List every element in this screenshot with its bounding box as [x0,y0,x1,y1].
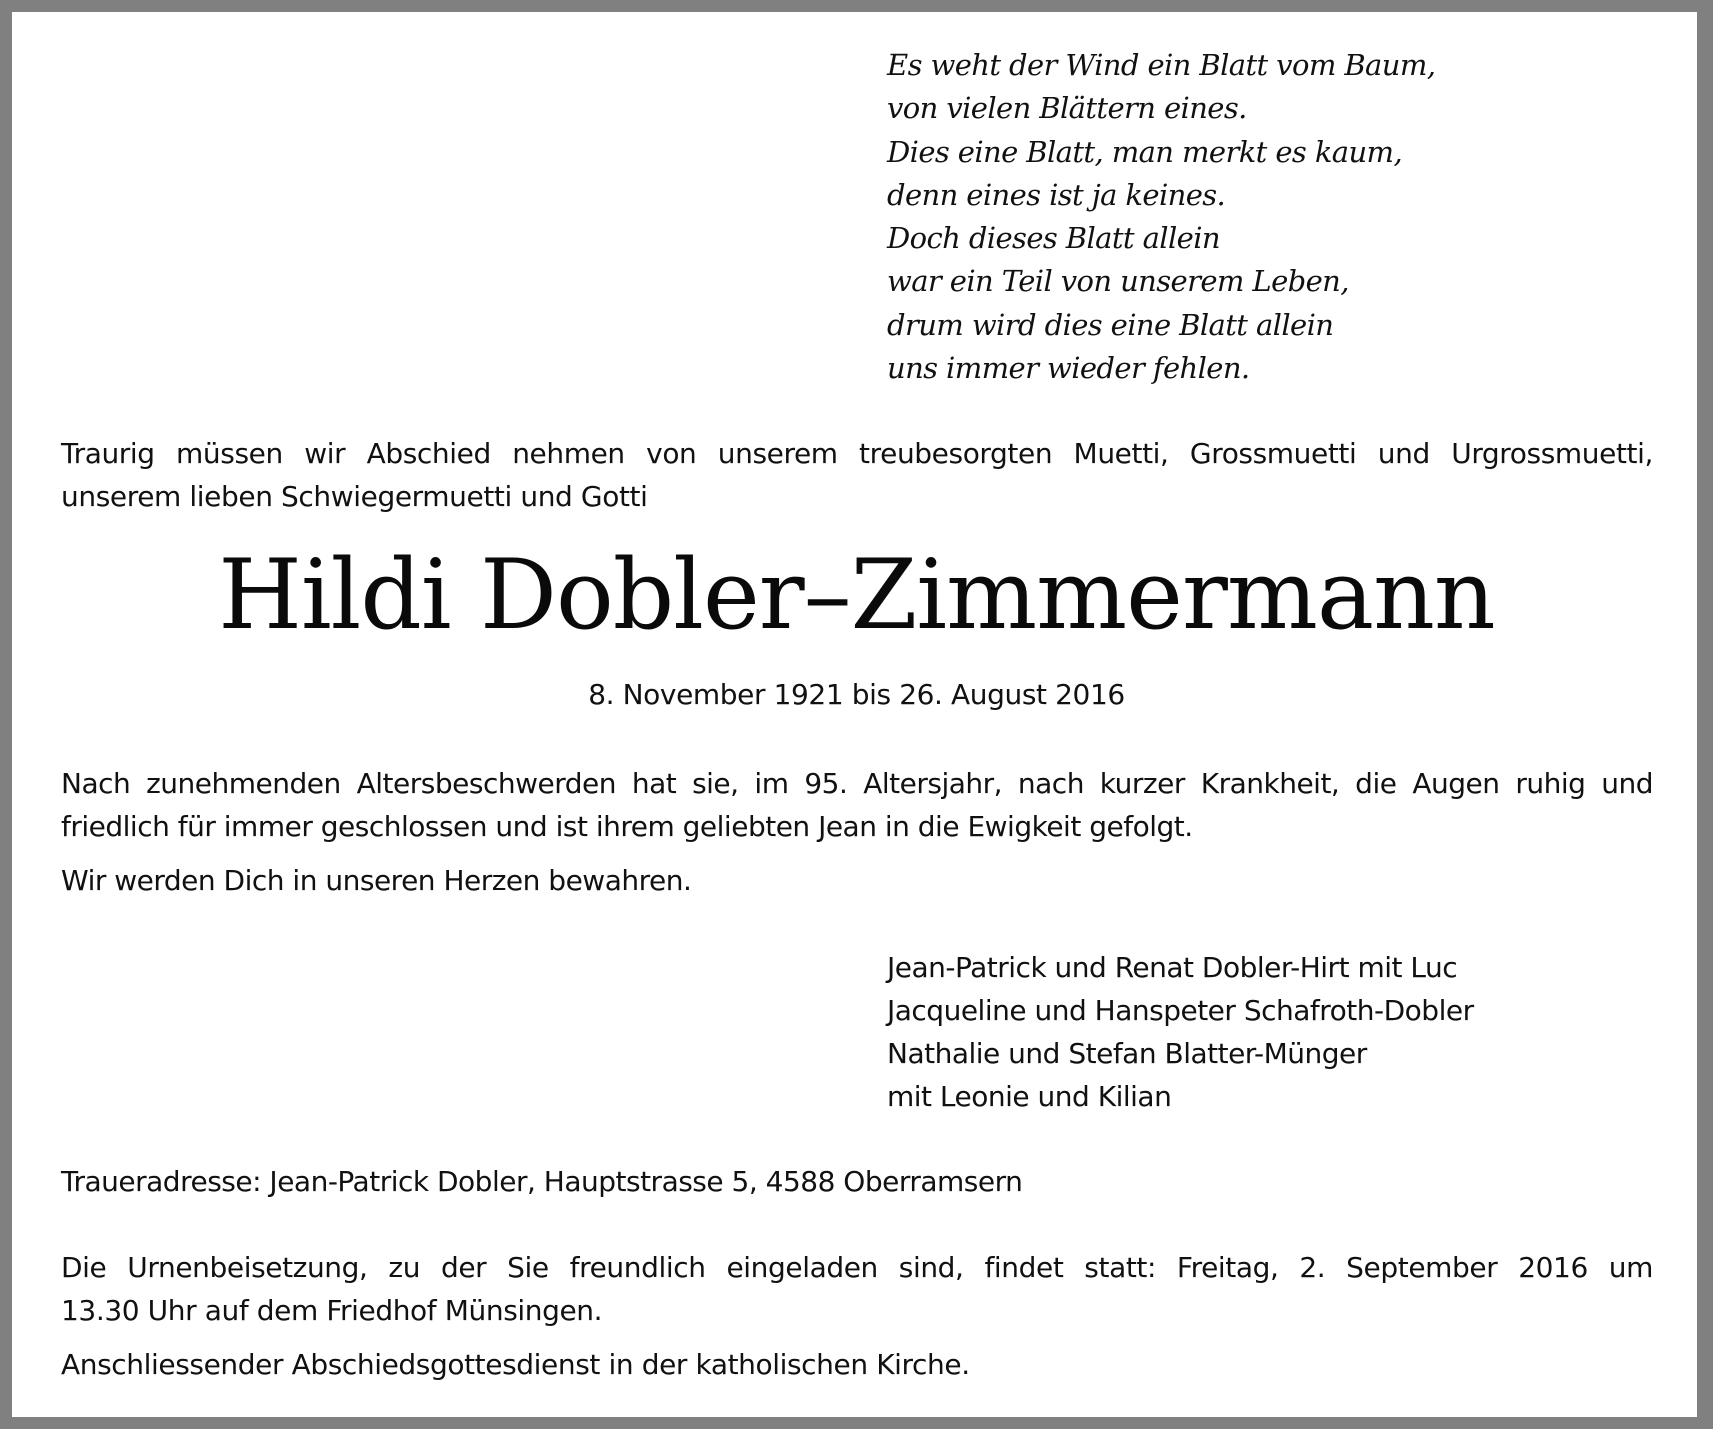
family-line: Jean-Patrick und Renat Dobler-Hirt mit Luc [887,951,1458,984]
poem [887,44,1435,390]
poem-line: war ein Teil von unserem Leben, [887,264,1349,299]
ceremony-line: Die Urnenbeisetzung, zu der Sie freundlich eingeladen sind, findet statt: Freitag, 2. September 2016 um [61,1251,1653,1284]
intro-text [61,432,1653,518]
body-text [61,762,1653,902]
intro-line: Traurig müssen wir Abschied nehmen von unserem treubesorgten Muetti, Grossmuetti und Urgrossmuetti, [61,437,1653,470]
body-line: friedlich für immer geschlossen und ist ihrem geliebten Jean in die Ewigkeit gefolgt. [61,810,1193,843]
body-line: Nach zunehmenden Altersbeschwerden hat sie, im 95. Altersjahr, nach kurzer Krankheit, die Augen ruhig und [61,767,1653,800]
family-line: Jacqueline und Hanspeter Schafroth-Dobler [887,994,1474,1027]
poem-line: denn eines ist ja keines. [887,177,1226,212]
ceremony-line: Anschliessender Abschiedsgottesdienst in der katholischen Kirche. [61,1348,970,1381]
deceased-name: Hildi Dobler–Zimmermann [218,539,1495,651]
poem-line: drum wird dies eine Blatt allein [887,307,1334,342]
life-dates: 8. November 1921 bis 26. August 2016 [588,678,1125,711]
family-line: mit Leonie und Kilian [887,1080,1172,1113]
family-signatures [887,946,1474,1118]
poem-line: Doch dieses Blatt allein [887,221,1220,256]
poem-line: Es weht der Wind ein Blatt vom Baum, [887,48,1436,82]
family-line: Nathalie und Stefan Blatter-Münger [887,1037,1367,1070]
body-line: Wir werden Dich in unseren Herzen bewahren. [61,864,692,897]
mourning-address: Traueradresse: Jean-Patrick Dobler, Hauptstrasse 5, 4588 Oberramsern [61,1165,1023,1198]
poem-line: von vielen Blättern eines. [887,91,1247,126]
ceremony-line: 13.30 Uhr auf dem Friedhof Münsingen. [61,1294,603,1327]
poem-line: Dies eine Blatt, man merkt es kaum, [887,134,1403,169]
poem-line: uns immer wieder fehlen. [887,351,1250,386]
ceremony-info [61,1246,1653,1386]
intro-line: unserem lieben Schwiegermuetti und Gotti [61,480,648,513]
